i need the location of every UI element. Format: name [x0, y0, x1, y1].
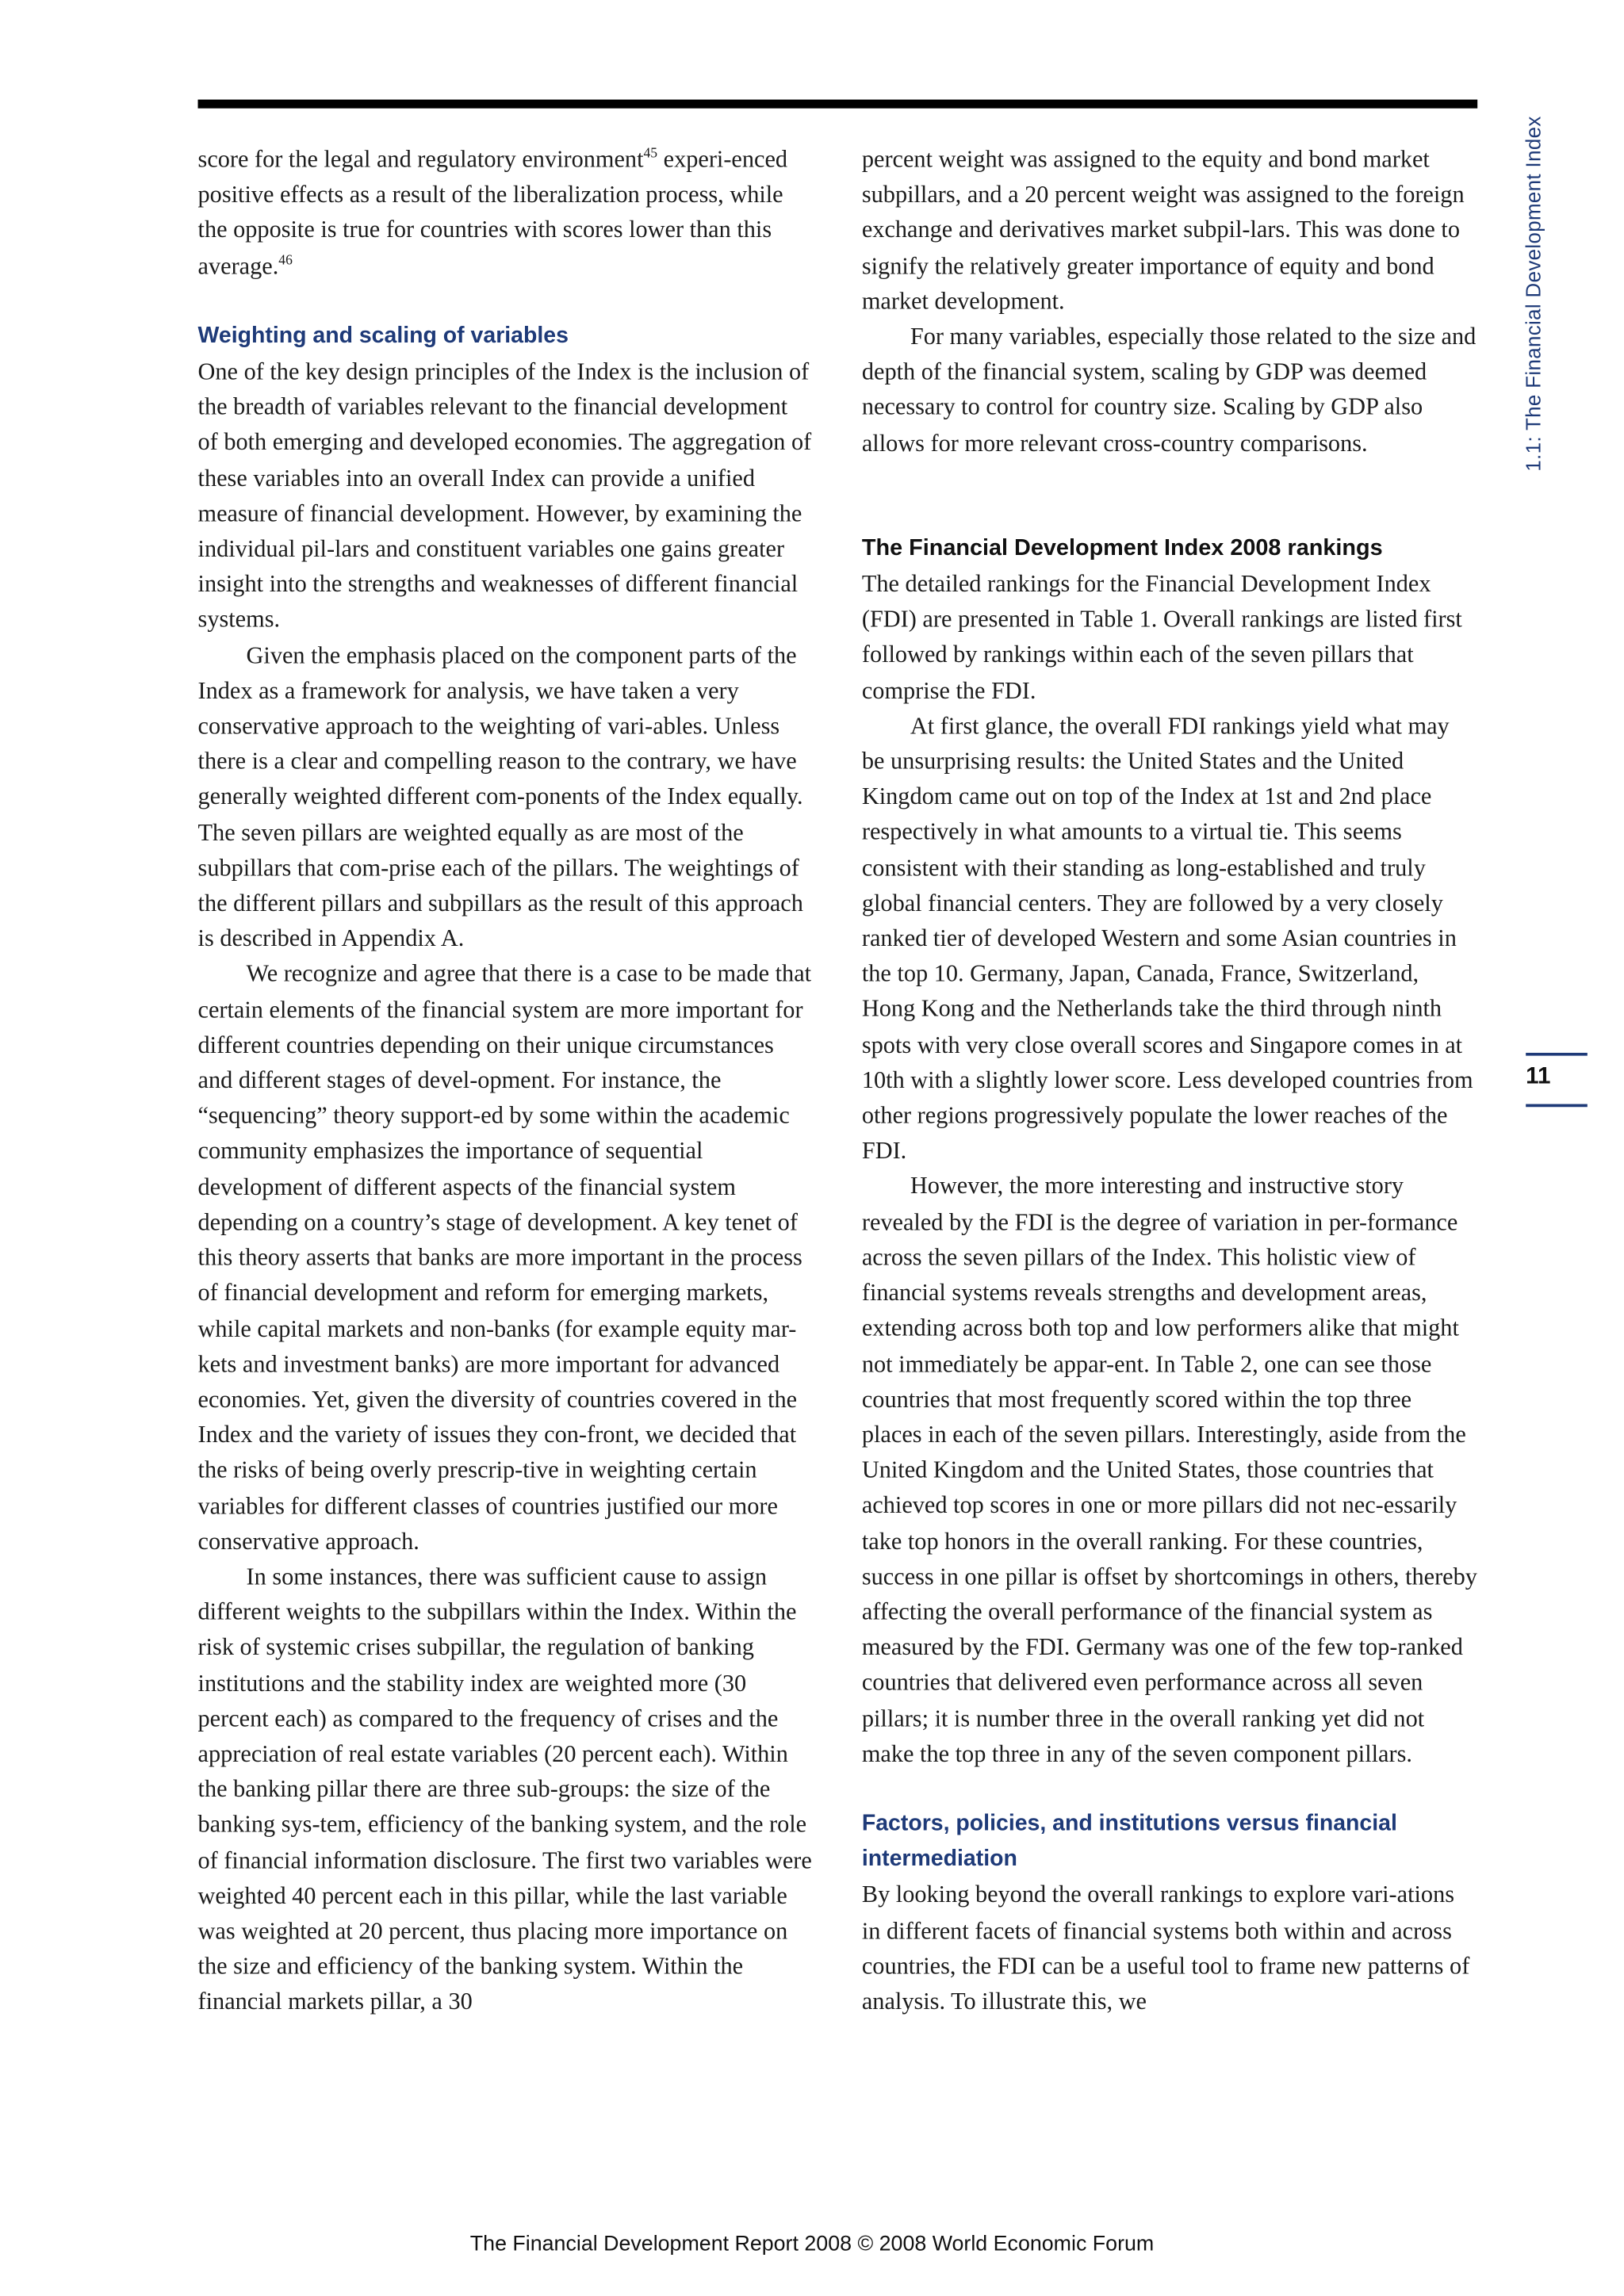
paragraph: percent weight was assigned to the equity and bond market subpillars, and a 20 percent weight was assigned to the foreign exchange and derivatives market subpil-lars. This was done to signify the relatively greater importance of equity and bond market development.	[861, 144, 1465, 315]
footnote-ref[interactable]: 45	[643, 147, 658, 163]
page-number: 11	[1526, 1064, 1551, 1090]
top-rule	[198, 100, 1478, 109]
paragraph: The detailed rankings for the Financial Development Index (FDI) are presented in Table 1. Overall rankings are listed first followed by rankings within each of the seven pillars that comprise the FDI.	[861, 569, 1462, 704]
section-heading: Factors, policies, and institutions versus financial intermediation	[861, 1811, 1397, 1872]
paragraph: One of the key design principles of the Index is the inclusion of the breadth of variables relevant to the financial development of both emerging and developed economies. The aggregation of these variables into an overall Index can provide a unified measure of financial development. However, by examining the individual pil-lars and constituent variables one gains greater insight into the strengths and weaknesses of different financial systems.	[197, 357, 812, 633]
section-heading: Weighting and scaling of variables	[197, 323, 569, 349]
paragraph: Given the emphasis placed on the component parts of the Index as a framework for analysis, we have taken a very conservative approach to the weighting of vari-ables. Unless there is a clear and compelling reason to the contrary, we have generally weighted different com-ponents of the Index equally. The seven pillars are weighted equally as are most of the subpillars that com-prise each of the pillars. The weightings of the different pillars and subpillars as the result of this approach is described in Appendix A.	[197, 641, 803, 952]
right-column	[862, 142, 1477, 2019]
paragraph: For many variables, especially those related to the size and depth of the financial system, scaling by GDP was deemed necessary to control for country size. Scaling by GDP also allows for more relevant cross-country comparisons.	[861, 322, 1477, 457]
page-number-rule	[1526, 1104, 1588, 1107]
paragraph: However, the more interesting and instructive story revealed by the FDI is the degree of variation in per-formance across the seven pillars of the Index. This holistic view of financial systems reveals strengths and development areas, extending across both top and low performers alike that might not immediately be appar-ent. In Table 2, one can see those countries that most frequently scored within the top three places in each of the seven pillars. Interestingly, aside from the United Kingdom and the United States, those countries that achieved top scores in one or more pillars did not nec-essarily take top honors in the overall ranking. For these countries, success in one pillar is offset by shortcomings in others, thereby affecting the overall performance of the financial system as measured by the FDI. Germany was one of the few top-ranked countries that delivered even performance across all seven pillars; it is number three in the overall ranking yet did not make the top three in any of the seven component pillars.	[861, 1172, 1477, 1767]
page-number-box	[1526, 1053, 1588, 1105]
paragraph: We recognize and agree that there is a case to be made that certain elements of the financial system are more important for different countries depending on their unique circumstances and different stages of devel-opment. For instance, the “sequencing” theory support-ed by some within the academic community emphasizes the importance of sequential development of different aspects of the financial system depending on a country’s stage of development. A key tenet of this theory asserts that banks are more important in the process of financial development and reform for emerging markets, while capital markets and non-banks (for example equity mar-kets and investment banks) are more important for advanced economies. Yet, given the diversity of countries covered in the Index and the variety of issues they con-front, we decided that the risks of being overly prescrip-tive in weighting certain variables for different classes of countries justified our more conservative approach.	[197, 959, 812, 1555]
left-column	[198, 142, 814, 2020]
section-heading: The Financial Development Index 2008 rankings	[861, 535, 1383, 561]
running-section-title: 1.1: The Financial Development Index	[1521, 116, 1545, 472]
page-footer: The Financial Development Report 2008 © 2008 World Economic Forum	[469, 2233, 1155, 2257]
page-number-rule	[1526, 1053, 1588, 1055]
paragraph: At first glance, the overall FDI rankings yield what may be unsurprising results: the United States and the United Kingdom came out on top of the Index at 1st and 2nd place respectively in what amounts to a virtual tie. This seems consistent with their standing as long-established and truly global financial centers. They are followed by a very closely ranked tier of developed Western and some Asian countries in the top 10. Germany, Japan, Canada, France, Switzerland, Hong Kong and the Netherlands take the third through ninth spots with very close overall scores and Singapore comes in at 10th with a slightly lower score. Less developed countries from other regions progressively populate the lower reaches of the FDI.	[861, 711, 1473, 1165]
footnote-ref[interactable]: 46	[278, 253, 293, 269]
paragraph: By looking beyond the overall rankings to explore vari-ations in different facets of financial systems both within and across countries, the FDI can be a useful tool to frame new patterns of analysis. To illustrate this, we	[861, 1881, 1470, 2015]
paragraph: In some instances, there was sufficient cause to assign different weights to the subpillars within the Index. Within the risk of systemic crises subpillar, the regulation of banking institutions and the stability index are weighted more (30 percent each) as compared to the frequency of crises and the appreciation of real estate variables (20 percent each). Within the banking pillar there are three sub-groups: the size of the banking sys-tem, efficiency of the banking system, and the role of financial information disclosure. The first two variables were weighted 40 percent each in this pillar, while the last variable was weighted at 20 percent, thus placing more importance on the size and efficiency of the banking system. Within the financial markets pillar, a 30	[197, 1562, 812, 2015]
paragraph: score for the legal and regulatory environment$^{45}$ experi-enced positive effects as a result of the liberalization process, while the opposite is true for countries with scores lower than this average.$^{46}$	[197, 144, 788, 280]
